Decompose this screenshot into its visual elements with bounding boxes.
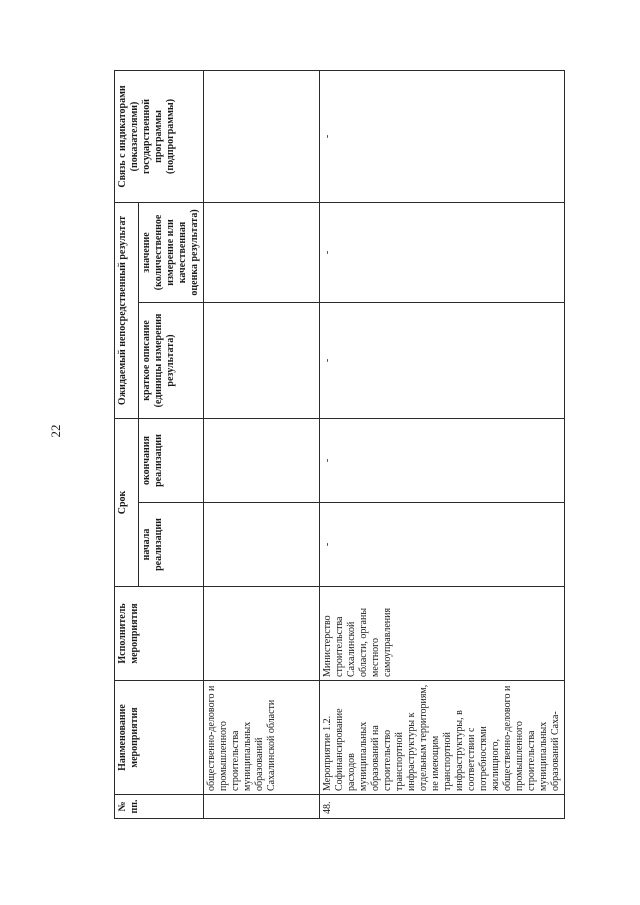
header-number: № пп. (115, 795, 204, 819)
row-description-cell (204, 302, 320, 418)
row-executor-cell: Министерство строительства Сахалинской области, органы местного самоуправления (320, 587, 565, 681)
row-start-cell: - (320, 503, 565, 587)
header-term-end: окончания реализации (139, 418, 204, 502)
header-expected-value: значение (количественное измерение или качественная оценка результата) (139, 202, 204, 302)
row-link-cell (204, 70, 320, 202)
row-value-cell: - (320, 202, 565, 302)
header-executor: Исполнитель мероприятия (115, 587, 204, 681)
row-link-cell: - (320, 70, 565, 202)
row-executor-cell (204, 587, 320, 681)
row-name-cell: общественно-делового и промышленного строительства муниципальных образований Сахалинской области (204, 681, 320, 795)
row-name-cell: Мероприятие 1.2. Софинансирование расходов муниципальных образований на строительство транспортной инфраструктуры к отдельным территориям, не имеющим транспортной инфраструктуры, в соответствии с потребностями жилищного, общественно-делового и промышленного строительства муниципальных образований Саха- (320, 681, 565, 795)
header-term-start: начала реализации (139, 503, 204, 587)
header-expected-result: Ожидаемый непосредственный результат (115, 202, 139, 418)
rotated-table-wrapper (114, 71, 561, 819)
header-indicator-link: Связь с индикаторами (показателями) государственной программы (подпрограммы) (115, 70, 204, 202)
measures-table (114, 70, 565, 819)
row-number-cell: 48. (320, 795, 565, 819)
table-row (320, 70, 565, 818)
header-expected-description: краткое описание (единицы измерения результата) (139, 302, 204, 418)
header-term: Срок (115, 418, 139, 586)
row-start-cell (204, 503, 320, 587)
table-row (204, 70, 320, 818)
row-number-cell (204, 795, 320, 819)
row-description-cell: - (320, 302, 565, 418)
header-name: Наименование мероприятия (115, 681, 204, 795)
row-end-cell (204, 418, 320, 502)
row-end-cell: - (320, 418, 565, 502)
page-number: 22 (48, 424, 63, 438)
row-value-cell (204, 202, 320, 302)
